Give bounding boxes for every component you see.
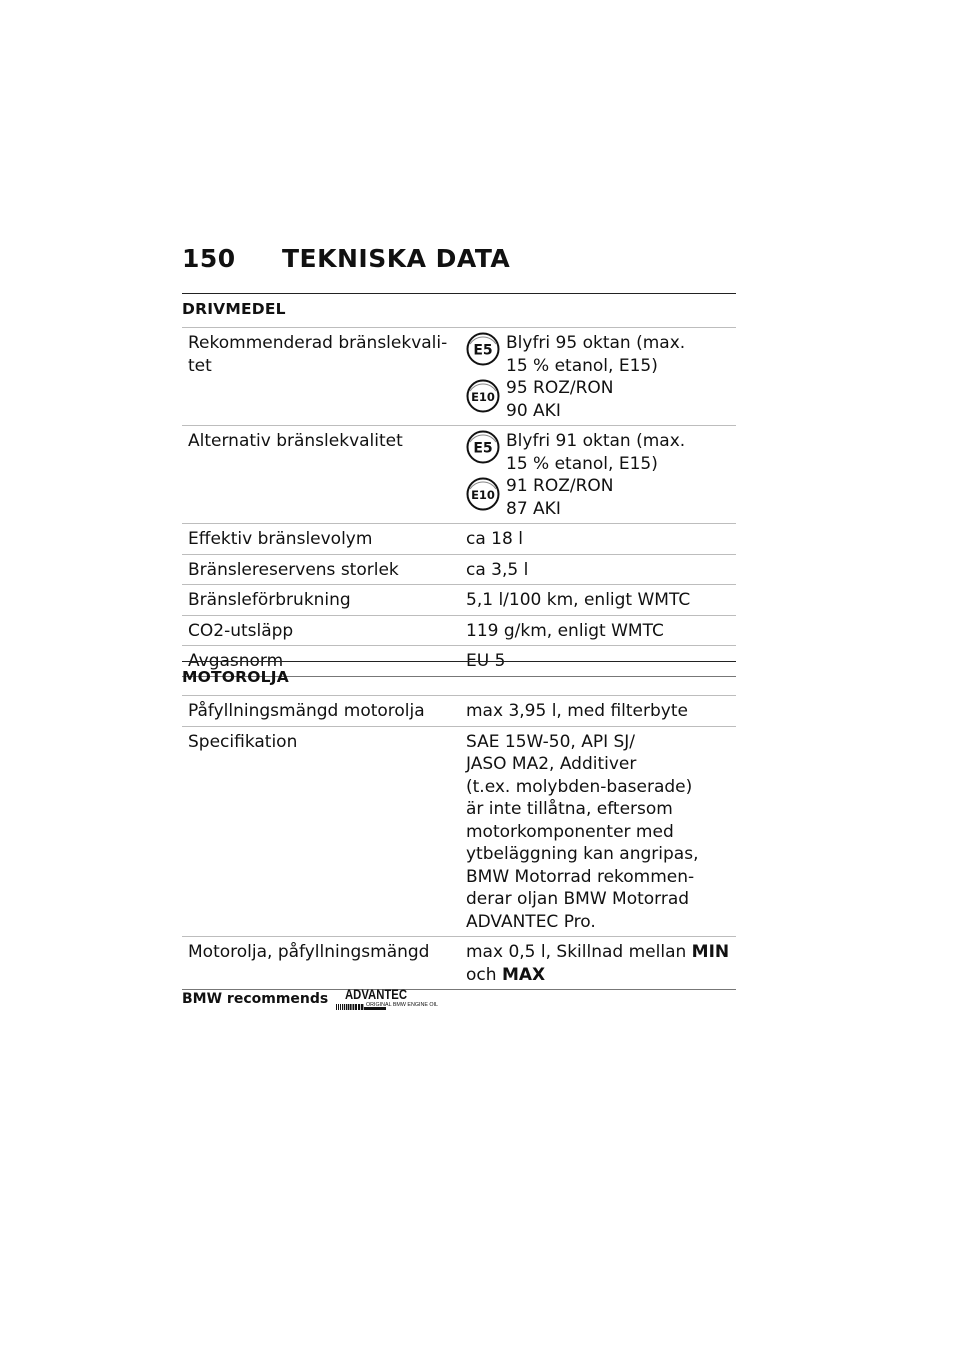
row-value: ca 3,5 l xyxy=(460,554,736,585)
table-row xyxy=(182,726,736,937)
svg-text:E5: E5 xyxy=(473,342,493,359)
table-row xyxy=(182,585,736,616)
row-value: max 3,95 l, med filterbyte xyxy=(460,696,736,727)
row-label: Motorolja, påfyllningsmängd xyxy=(182,937,460,990)
row-label: Alternativ bränslekvalitet xyxy=(182,426,460,524)
row-label: Bränsleförbrukning xyxy=(182,585,460,616)
amount-value xyxy=(460,937,736,990)
table-row xyxy=(182,554,736,585)
row-label: CO2-utsläpp xyxy=(182,615,460,646)
amount-text: max 0,5 l, Skillnad mellan xyxy=(466,942,692,962)
bmw-recommends-text: BMW recommends xyxy=(182,991,329,1007)
oil-table xyxy=(182,695,736,990)
row-label xyxy=(182,328,460,426)
row-value: 5,1 l/100 km, enligt WMTC xyxy=(460,585,736,616)
svg-text:E10: E10 xyxy=(471,390,495,404)
svg-text:ORIGINAL BMW ENGINE OIL: ORIGINAL BMW ENGINE OIL xyxy=(366,1002,439,1008)
spec-line: motorkomponenter med xyxy=(466,821,674,842)
max-mark: MAX xyxy=(501,964,546,985)
row-label: Påfyllningsmängd motorolja xyxy=(182,696,460,727)
spec-value xyxy=(460,726,736,937)
recommended-label-line2: tet xyxy=(188,355,212,376)
fuel-line: 91 ROZ/RON xyxy=(506,476,614,496)
section-title-drivmedel: DRIVMEDEL xyxy=(182,293,736,327)
table-row xyxy=(182,615,736,646)
table-row xyxy=(182,426,736,524)
e10-fuel-icon xyxy=(466,379,500,413)
row-label: Specifikation xyxy=(182,726,460,937)
svg-text:ADVANTEC: ADVANTEC xyxy=(345,986,408,1002)
svg-text:E10: E10 xyxy=(471,488,495,502)
amount-text: och xyxy=(466,964,502,985)
alternative-fuel-value xyxy=(460,426,736,524)
row-value: 119 g/km, enligt WMTC xyxy=(460,615,736,646)
fuel-line: Blyfri 95 oktan (max. xyxy=(506,333,686,353)
table-row xyxy=(182,328,736,426)
fuel-line: 87 AKI xyxy=(506,498,561,519)
row-label: Bränslereservens storlek xyxy=(182,554,460,585)
fuel-line: 15 % etanol, E15) xyxy=(506,355,658,376)
e5-fuel-icon xyxy=(466,332,500,366)
fuel-line: Blyfri 91 oktan (max. xyxy=(506,431,686,451)
section-drivmedel xyxy=(182,293,736,677)
table-row xyxy=(182,524,736,555)
spec-line: ytbeläggning kan angripas, xyxy=(466,844,699,864)
e5-fuel-icon xyxy=(466,430,500,464)
fuel-line: 95 ROZ/RON xyxy=(506,378,614,398)
table-row xyxy=(182,696,736,727)
spec-line: SAE 15W-50, API SJ/ xyxy=(466,731,636,752)
row-label: Effektiv bränslevolym xyxy=(182,524,460,555)
row-value: EU 5 xyxy=(460,646,736,677)
page-header xyxy=(182,244,742,273)
recommended-fuel-value xyxy=(460,328,736,426)
spec-line: är inte tillåtna, eftersom xyxy=(466,799,673,819)
page-title: TEKNISKA DATA xyxy=(282,244,511,273)
row-label: Avgasnorm xyxy=(182,646,460,677)
e10-fuel-icon xyxy=(466,477,500,511)
fuel-line: 90 AKI xyxy=(506,400,561,421)
spec-line: (t.ex. molybden-baserade) xyxy=(466,776,693,797)
page-number: 150 xyxy=(182,244,236,273)
recommended-label-line1: Rekommenderad bränslekvali- xyxy=(188,333,448,353)
fuel-line: 15 % etanol, E15) xyxy=(506,453,658,474)
row-value: ca 18 l xyxy=(460,524,736,555)
table-row xyxy=(182,937,736,990)
section-title-motorolja: MOTOROLJA xyxy=(182,661,736,695)
fuel-table xyxy=(182,327,736,677)
advantec-logo-icon xyxy=(336,986,440,1012)
spec-line: derar oljan BMW Motorrad xyxy=(466,889,690,909)
spec-line: BMW Motorrad rekommen- xyxy=(466,866,695,887)
section-motorolja xyxy=(182,661,736,990)
footer-recommendation xyxy=(182,986,440,1012)
svg-text:E5: E5 xyxy=(473,440,493,457)
spec-line: ADVANTEC Pro. xyxy=(466,911,596,932)
spec-line: JASO MA2, Additiver xyxy=(466,754,637,774)
min-mark: MIN xyxy=(691,942,730,962)
